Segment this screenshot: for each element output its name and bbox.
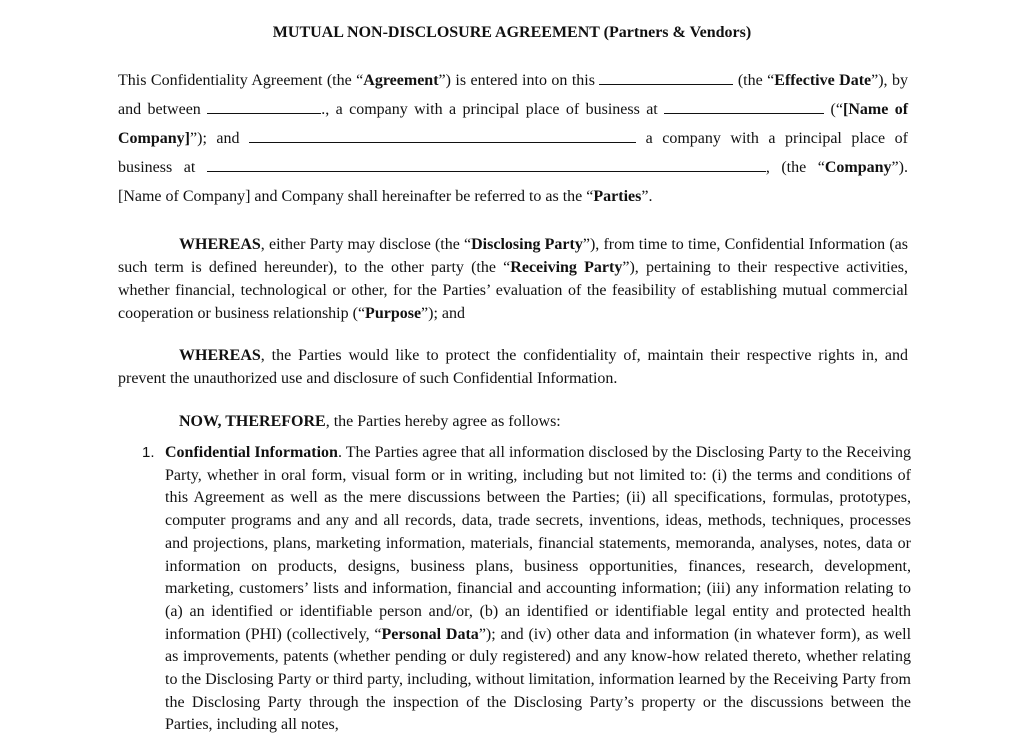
intro-text: ., a company with a principal place of business at <box>321 101 665 118</box>
term-personal-data: Personal Data <box>381 625 479 643</box>
intro-paragraph <box>118 66 908 211</box>
whereas-paragraph-2 <box>118 344 908 390</box>
term-agreement: Agreement <box>363 72 439 89</box>
whereas-text: ”); and <box>421 305 466 322</box>
section-confidential-information <box>165 442 911 734</box>
now-therefore-label: NOW, THEREFORE <box>179 413 326 430</box>
intro-text: This Confidentiality Agreement (the “ <box>118 72 364 89</box>
section-heading: Confidential Information <box>165 444 338 461</box>
whereas-text: , the Parties would like to protect the confidentiality of, maintain their respective rights in, and prevent the unauthorized use and disclosure of such Confidential Information. <box>118 347 908 387</box>
intro-text: , (the “ <box>765 159 825 176</box>
company-address-blank <box>207 157 766 172</box>
section-text: ”); and (iv) other data and information (in whatever form), as well as improvements, patents (whether pending or duly registered) and any know-how related thereto, whether relating to the Disclosing Party or third party, including, without limitation, information learned by the Receiving Party from the Disclosing Party through the inspection of the Disclosing Party’s property or the discussions between the Parties, including all notes, <box>165 625 912 734</box>
document-title: MUTUAL NON-DISCLOSURE AGREEMENT (Partners & Vendors) <box>272 24 752 41</box>
term-disclosing-party: Disclosing Party <box>471 236 583 253</box>
section-number: 1. <box>142 444 155 461</box>
term-company: Company <box>824 159 892 176</box>
company-name-blank <box>249 128 636 143</box>
intro-text: ”. <box>641 188 653 205</box>
effective-date-blank <box>599 70 733 85</box>
intro-text: (“ <box>824 101 843 118</box>
whereas-label: WHEREAS <box>179 236 261 253</box>
whereas-paragraph-1 <box>118 233 908 325</box>
whereas-text: ”), pertaining to their respective activities, whether financial, technological or other, for the Parties’ evaluation of the feasibility of establishing mutual commercial cooperation or business relationship (“ <box>118 259 909 322</box>
now-therefore-paragraph <box>118 410 908 433</box>
intro-text: (the “ <box>733 72 775 89</box>
whereas-text: , either Party may disclose (the “ <box>260 236 472 253</box>
intro-text: ”), by and between <box>118 72 909 118</box>
term-parties: Parties <box>593 188 642 205</box>
party-address-blank <box>664 99 824 114</box>
term-purpose: Purpose <box>365 305 422 322</box>
whereas-label: WHEREAS <box>179 347 261 364</box>
party-name-blank <box>207 99 321 114</box>
intro-text: ”). [Name of Company] and Company shall hereinafter be referred to as the “ <box>118 159 908 205</box>
section-text: . The Parties agree that all information disclosed by the Disclosing Party to the Receiving Party, whether in oral form, visual form or in writing, including but not limited to: (i) the terms and conditions of this Agreement as well as the mere discussions between the Parties; (ii) all specifications, formulas, prototypes, computer programs and any and all records, data, trade secrets, inventions, ideas, methods, techniques, processes and projections, plans, marketing information, materials, financial statements, memoranda, analyses, notes, data or information on products, designs, business plans, business opportunities, finances, research, development, marketing, customers’ lists and information, financial and accounting information; (iii) any information relating to (a) an identified or identifiable person and/or, (b) an identified or identifiable legal entity and protected health information (PHI) (collectively, “ <box>165 444 911 643</box>
term-effective-date: Effective Date <box>774 72 872 89</box>
now-therefore-text: , the Parties hereby agree as follows: <box>325 413 561 430</box>
intro-text: ”) is entered into on this <box>438 72 600 89</box>
intro-text: ”); and <box>190 130 250 147</box>
intro-text: a company with a principal place of business at <box>118 130 908 176</box>
term-name-of-company: [Name of Company] <box>118 101 909 147</box>
whereas-text: ”), from time to time, Confidential Information (as such term is defined hereunder), to the other party (the “ <box>118 236 909 276</box>
term-receiving-party: Receiving Party <box>510 259 623 276</box>
